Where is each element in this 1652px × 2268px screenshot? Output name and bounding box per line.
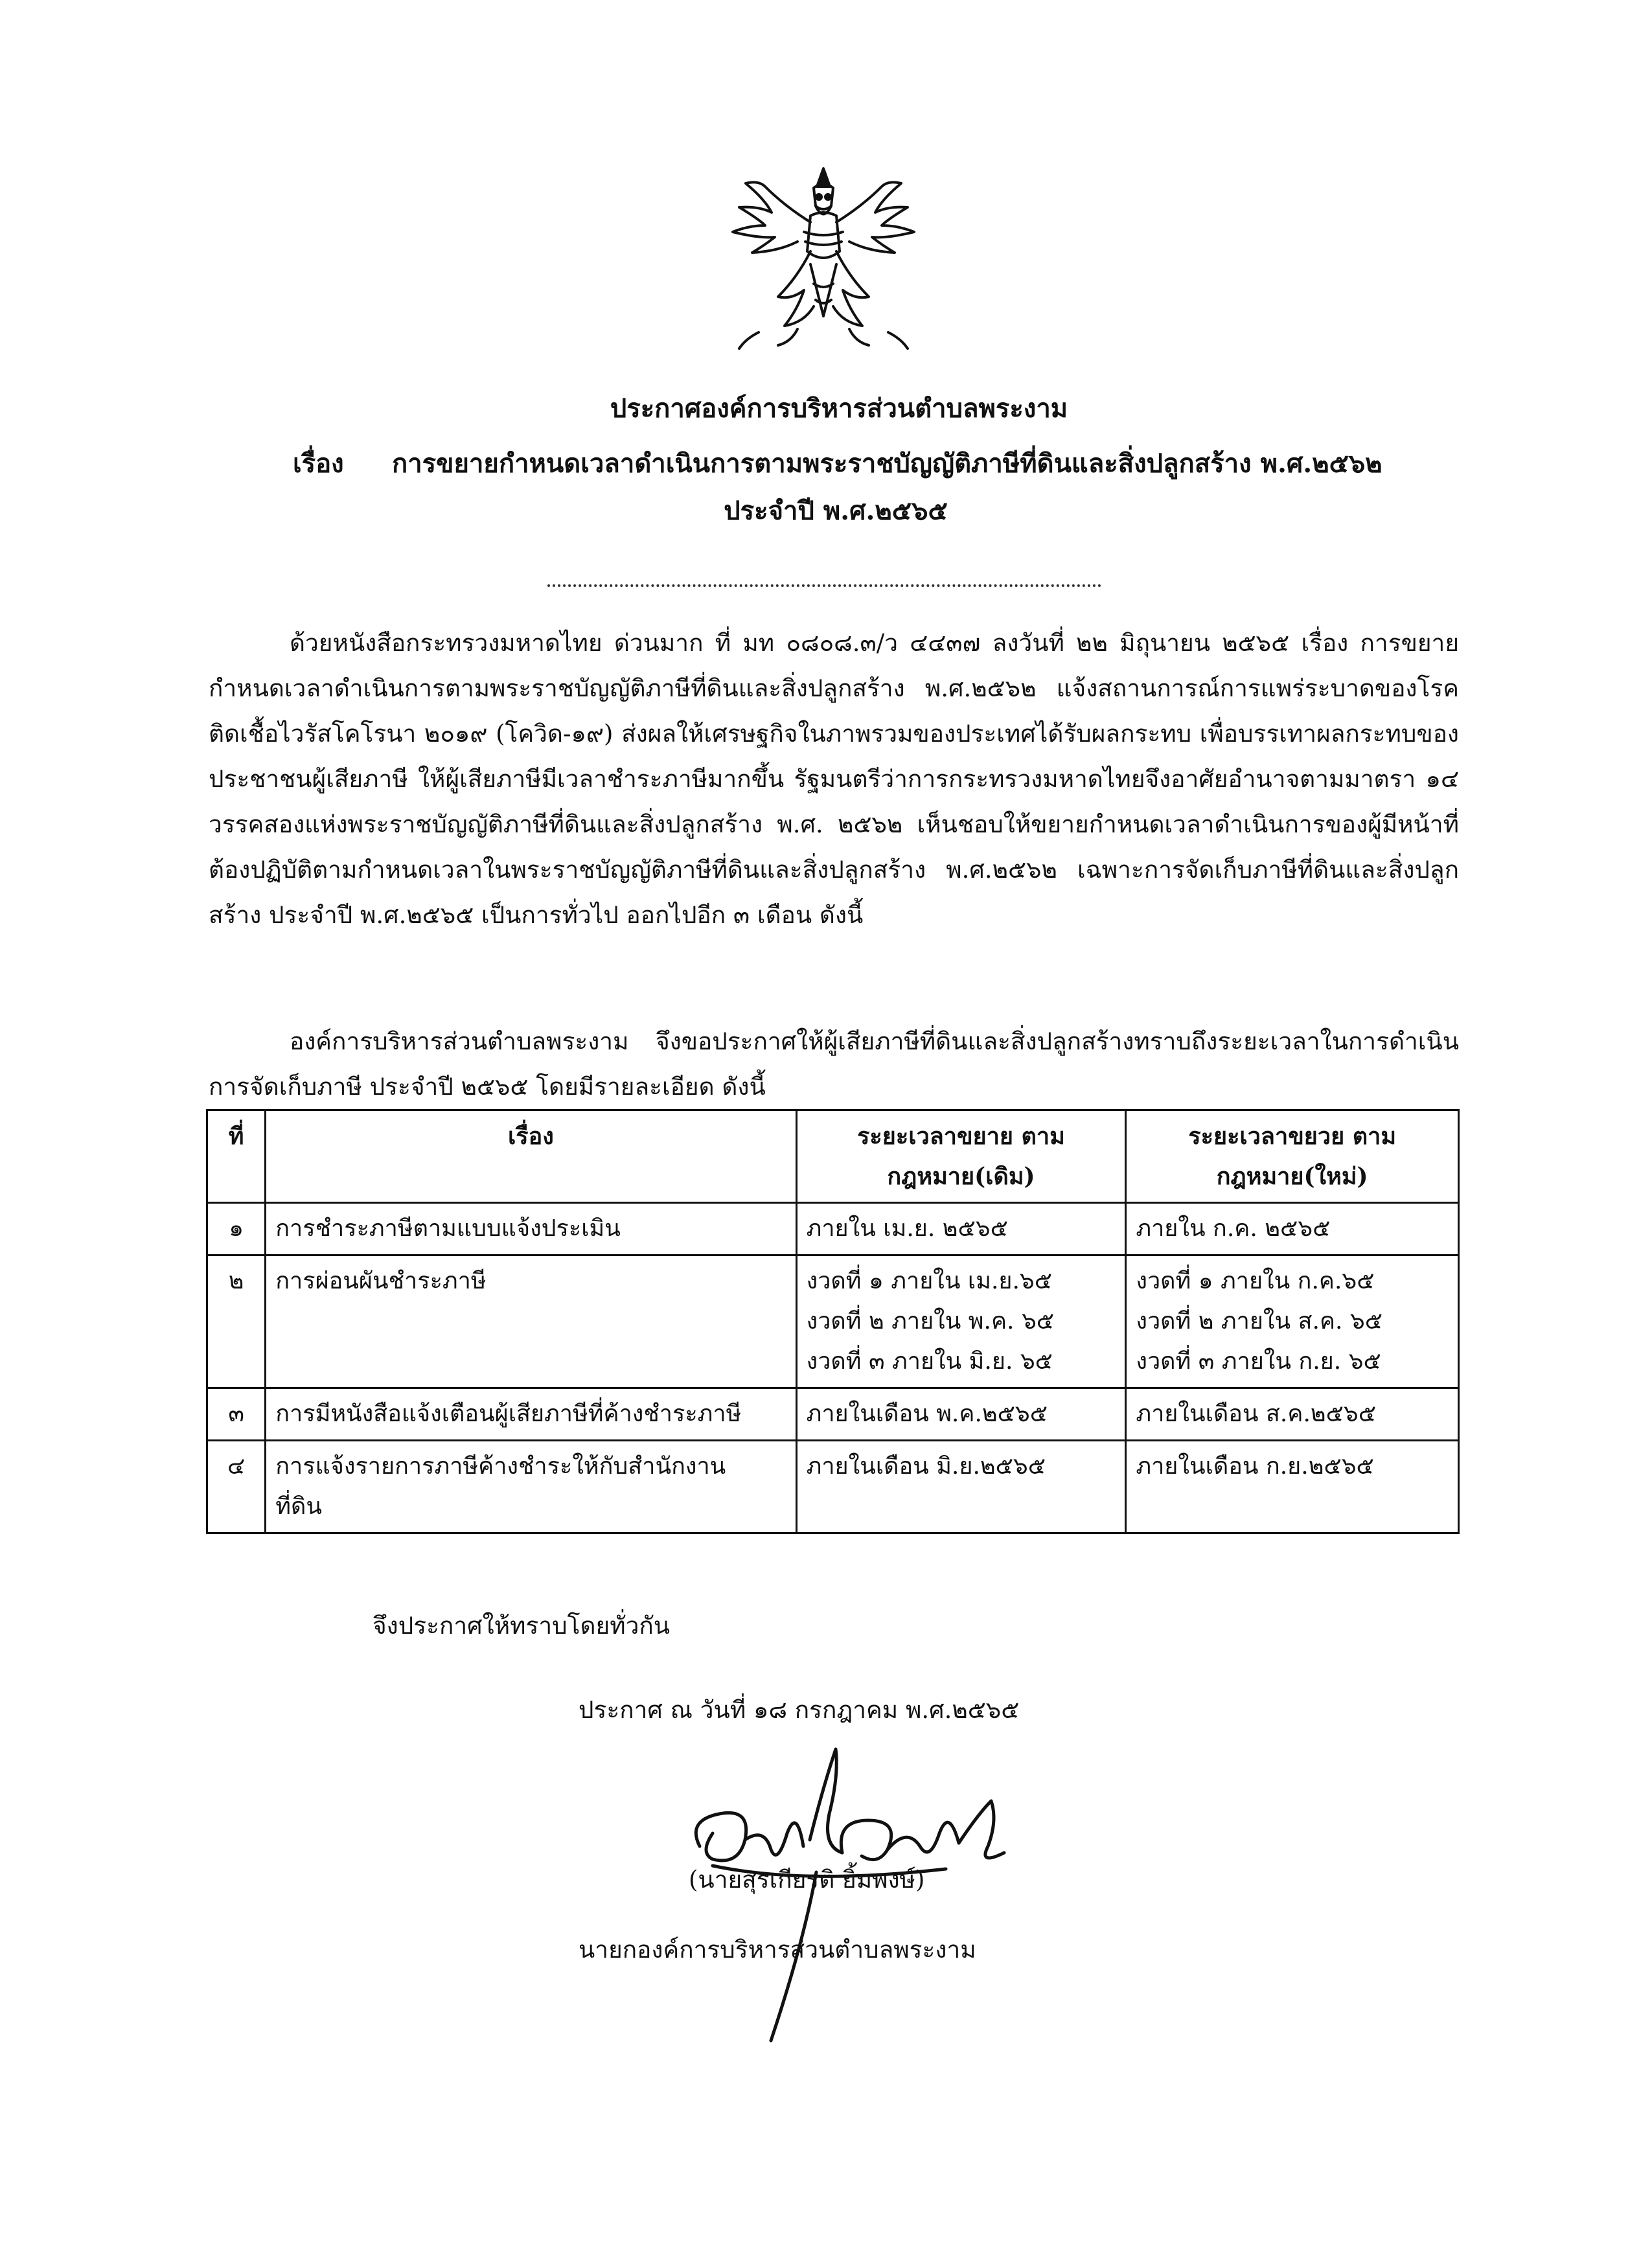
header-new-line-1: ระยะเวลาขยวย ตาม xyxy=(1188,1123,1397,1150)
row-new-line: งวดที่ ๑ ภายใน ก.ค.๖๕ xyxy=(1136,1268,1375,1294)
row-subject xyxy=(266,1203,796,1255)
table-row xyxy=(207,1441,1459,1533)
announcement-date: ประกาศ ณ วันที่ ๑๘ กรกฎาคม พ.ศ.๒๕๖๕ xyxy=(579,1696,1020,1724)
row-no: ๔ xyxy=(207,1441,266,1533)
header-no: ที่ xyxy=(207,1110,266,1203)
dotted-divider xyxy=(547,584,1101,587)
row-subject-line: ที่ดิน xyxy=(275,1493,322,1520)
body-paragraph-1: ด้วยหนังสือกระทรวงมหาดไทย ด่วนมาก ที่ มท ๐๘๐๘.๓/ว ๔๔๓๗ ลงวันที่ ๒๒ มิถุนายน ๒๕๖๕ เรื่อง การขยายกำหนดเวลาดำเนินการตามพระราชบัญญัติภาษีที่ดินและสิ่งปลูกสร้าง พ.ศ.๒๕๖๒ แจ้งสถานการณ์การแพร่ระบาดของโรคติดเชื้อไวรัสโคโรนา ๒๐๑๙ (โควิด-๑๙) ส่งผลให้เศรษฐกิจในภาพรวมของประเทศได้รับผลกระทบ เพื่อบรรเทาผลกระทบของประชาชนผู้เสียภาษี ให้ผู้เสียภาษีมีเวลาชำระภาษีมากขึ้น รัฐมนตรีว่าการกระทรวงมหาดไทยจึงอาศัยอำนาจตามมาตรา ๑๔ วรรคสองแห่งพระราชบัญญัติภาษีที่ดินและสิ่งปลูกสร้าง พ.ศ. ๒๕๖๒ เห็นชอบให้ขยายกำหนดเวลาดำเนินการของผู้มีหน้าที่ต้องปฏิบัติตามกำหนดเวลาในพระราชบัญญัติภาษีที่ดินและสิ่งปลูกสร้าง พ.ศ.๒๕๖๒ เฉพาะการจัดเก็บภาษีที่ดินและสิ่งปลูกสร้าง ประจำปี พ.ศ.๒๕๖๕ เป็นการทั่วไป ออกไปอีก ๓ เดือน ดังนี้ xyxy=(209,629,1459,929)
row-no: ๒ xyxy=(207,1255,266,1388)
row-old-period xyxy=(796,1203,1126,1255)
row-no: ๓ xyxy=(207,1388,266,1441)
row-old-period xyxy=(796,1441,1126,1533)
signer-name: (นายสุรเกียรติ ยิ้มพงษ์) xyxy=(689,1866,925,1894)
table-row xyxy=(207,1203,1459,1255)
row-subject xyxy=(266,1388,796,1441)
header-old-line-1: ระยะเวลาขยาย ตาม xyxy=(857,1123,1065,1150)
row-new-period xyxy=(1126,1255,1459,1388)
header-subject: เรื่อง xyxy=(266,1110,796,1203)
signer-position: นายกองค์การบริหารส่วนตำบลพระงาม xyxy=(579,1936,976,1964)
row-new-line: ภายในเดือน ส.ค.๒๕๖๕ xyxy=(1136,1401,1376,1427)
row-subject-line: การมีหนังสือแจ้งเตือนผู้เสียภาษีที่ค้างชำระภาษี xyxy=(275,1401,742,1427)
row-new-period xyxy=(1126,1441,1459,1533)
garuda-emblem-icon xyxy=(719,161,928,355)
row-old-line: งวดที่ ๑ ภายใน เม.ย.๖๕ xyxy=(806,1268,1053,1294)
row-old-period xyxy=(796,1388,1126,1441)
row-new-line: ภายใน ก.ค. ๒๕๖๕ xyxy=(1136,1215,1331,1242)
row-old-line: งวดที่ ๒ ภายใน พ.ค. ๖๕ xyxy=(806,1308,1055,1334)
row-subject-line: การชำระภาษีตามแบบแจ้งประเมิน xyxy=(275,1215,621,1242)
row-old-period xyxy=(796,1255,1126,1388)
row-no: ๑ xyxy=(207,1203,266,1255)
row-new-period xyxy=(1126,1203,1459,1255)
row-old-line: ภายในเดือน มิ.ย.๒๕๖๕ xyxy=(806,1453,1046,1480)
header-new-period xyxy=(1126,1110,1459,1203)
subject-label: เรื่อง xyxy=(293,448,344,479)
closing-notice: จึงประกาศให้ทราบโดยทั่วกัน xyxy=(373,1612,671,1640)
row-subject xyxy=(266,1255,796,1388)
announcement-title: ประกาศองค์การบริหารส่วนตำบลพระงาม xyxy=(610,393,1068,424)
row-subject xyxy=(266,1441,796,1533)
row-subject-line: การแจ้งรายการภาษีค้างชำระให้กับสำนักงาน xyxy=(275,1453,726,1480)
subject-year: ประจำปี พ.ศ.๒๕๖๕ xyxy=(724,496,948,526)
table-row xyxy=(207,1255,1459,1388)
subject-text: การขยายกำหนดเวลาดำเนินการตามพระราชบัญญัติภาษีที่ดินและสิ่งปลูกสร้าง พ.ศ.๒๕๖๒ xyxy=(392,448,1382,479)
table-header-row xyxy=(207,1110,1459,1203)
header-old-period xyxy=(796,1110,1126,1203)
row-subject-line: การผ่อนผันชำระภาษี xyxy=(275,1268,487,1294)
body-paragraph-2: องค์การบริหารส่วนตำบลพระงาม จึงขอประกาศให้ผู้เสียภาษีที่ดินและสิ่งปลูกสร้างทราบถึงระยะเวลาในการดำเนินการจัดเก็บภาษี ประจำปี ๒๕๖๕ โดยมีรายละเอียด ดังนี้ xyxy=(209,1027,1459,1101)
row-new-line: ภายในเดือน ก.ย.๒๕๖๕ xyxy=(1136,1453,1374,1480)
row-new-line: งวดที่ ๓ ภายใน ก.ย. ๖๕ xyxy=(1136,1348,1381,1375)
table-row xyxy=(207,1388,1459,1441)
row-old-line: ภายในเดือน พ.ค.๒๕๖๕ xyxy=(806,1401,1048,1427)
row-old-line: งวดที่ ๓ ภายใน มิ.ย. ๖๕ xyxy=(806,1348,1053,1375)
row-new-line: งวดที่ ๒ ภายใน ส.ค. ๖๕ xyxy=(1136,1308,1383,1334)
header-old-line-2: กฎหมาย(เดิม) xyxy=(887,1163,1035,1190)
schedule-table xyxy=(206,1109,1460,1534)
row-old-line: ภายใน เม.ย. ๒๕๖๕ xyxy=(806,1215,1008,1242)
row-new-period xyxy=(1126,1388,1459,1441)
header-new-line-2: กฎหมาย(ใหม่) xyxy=(1216,1163,1368,1190)
